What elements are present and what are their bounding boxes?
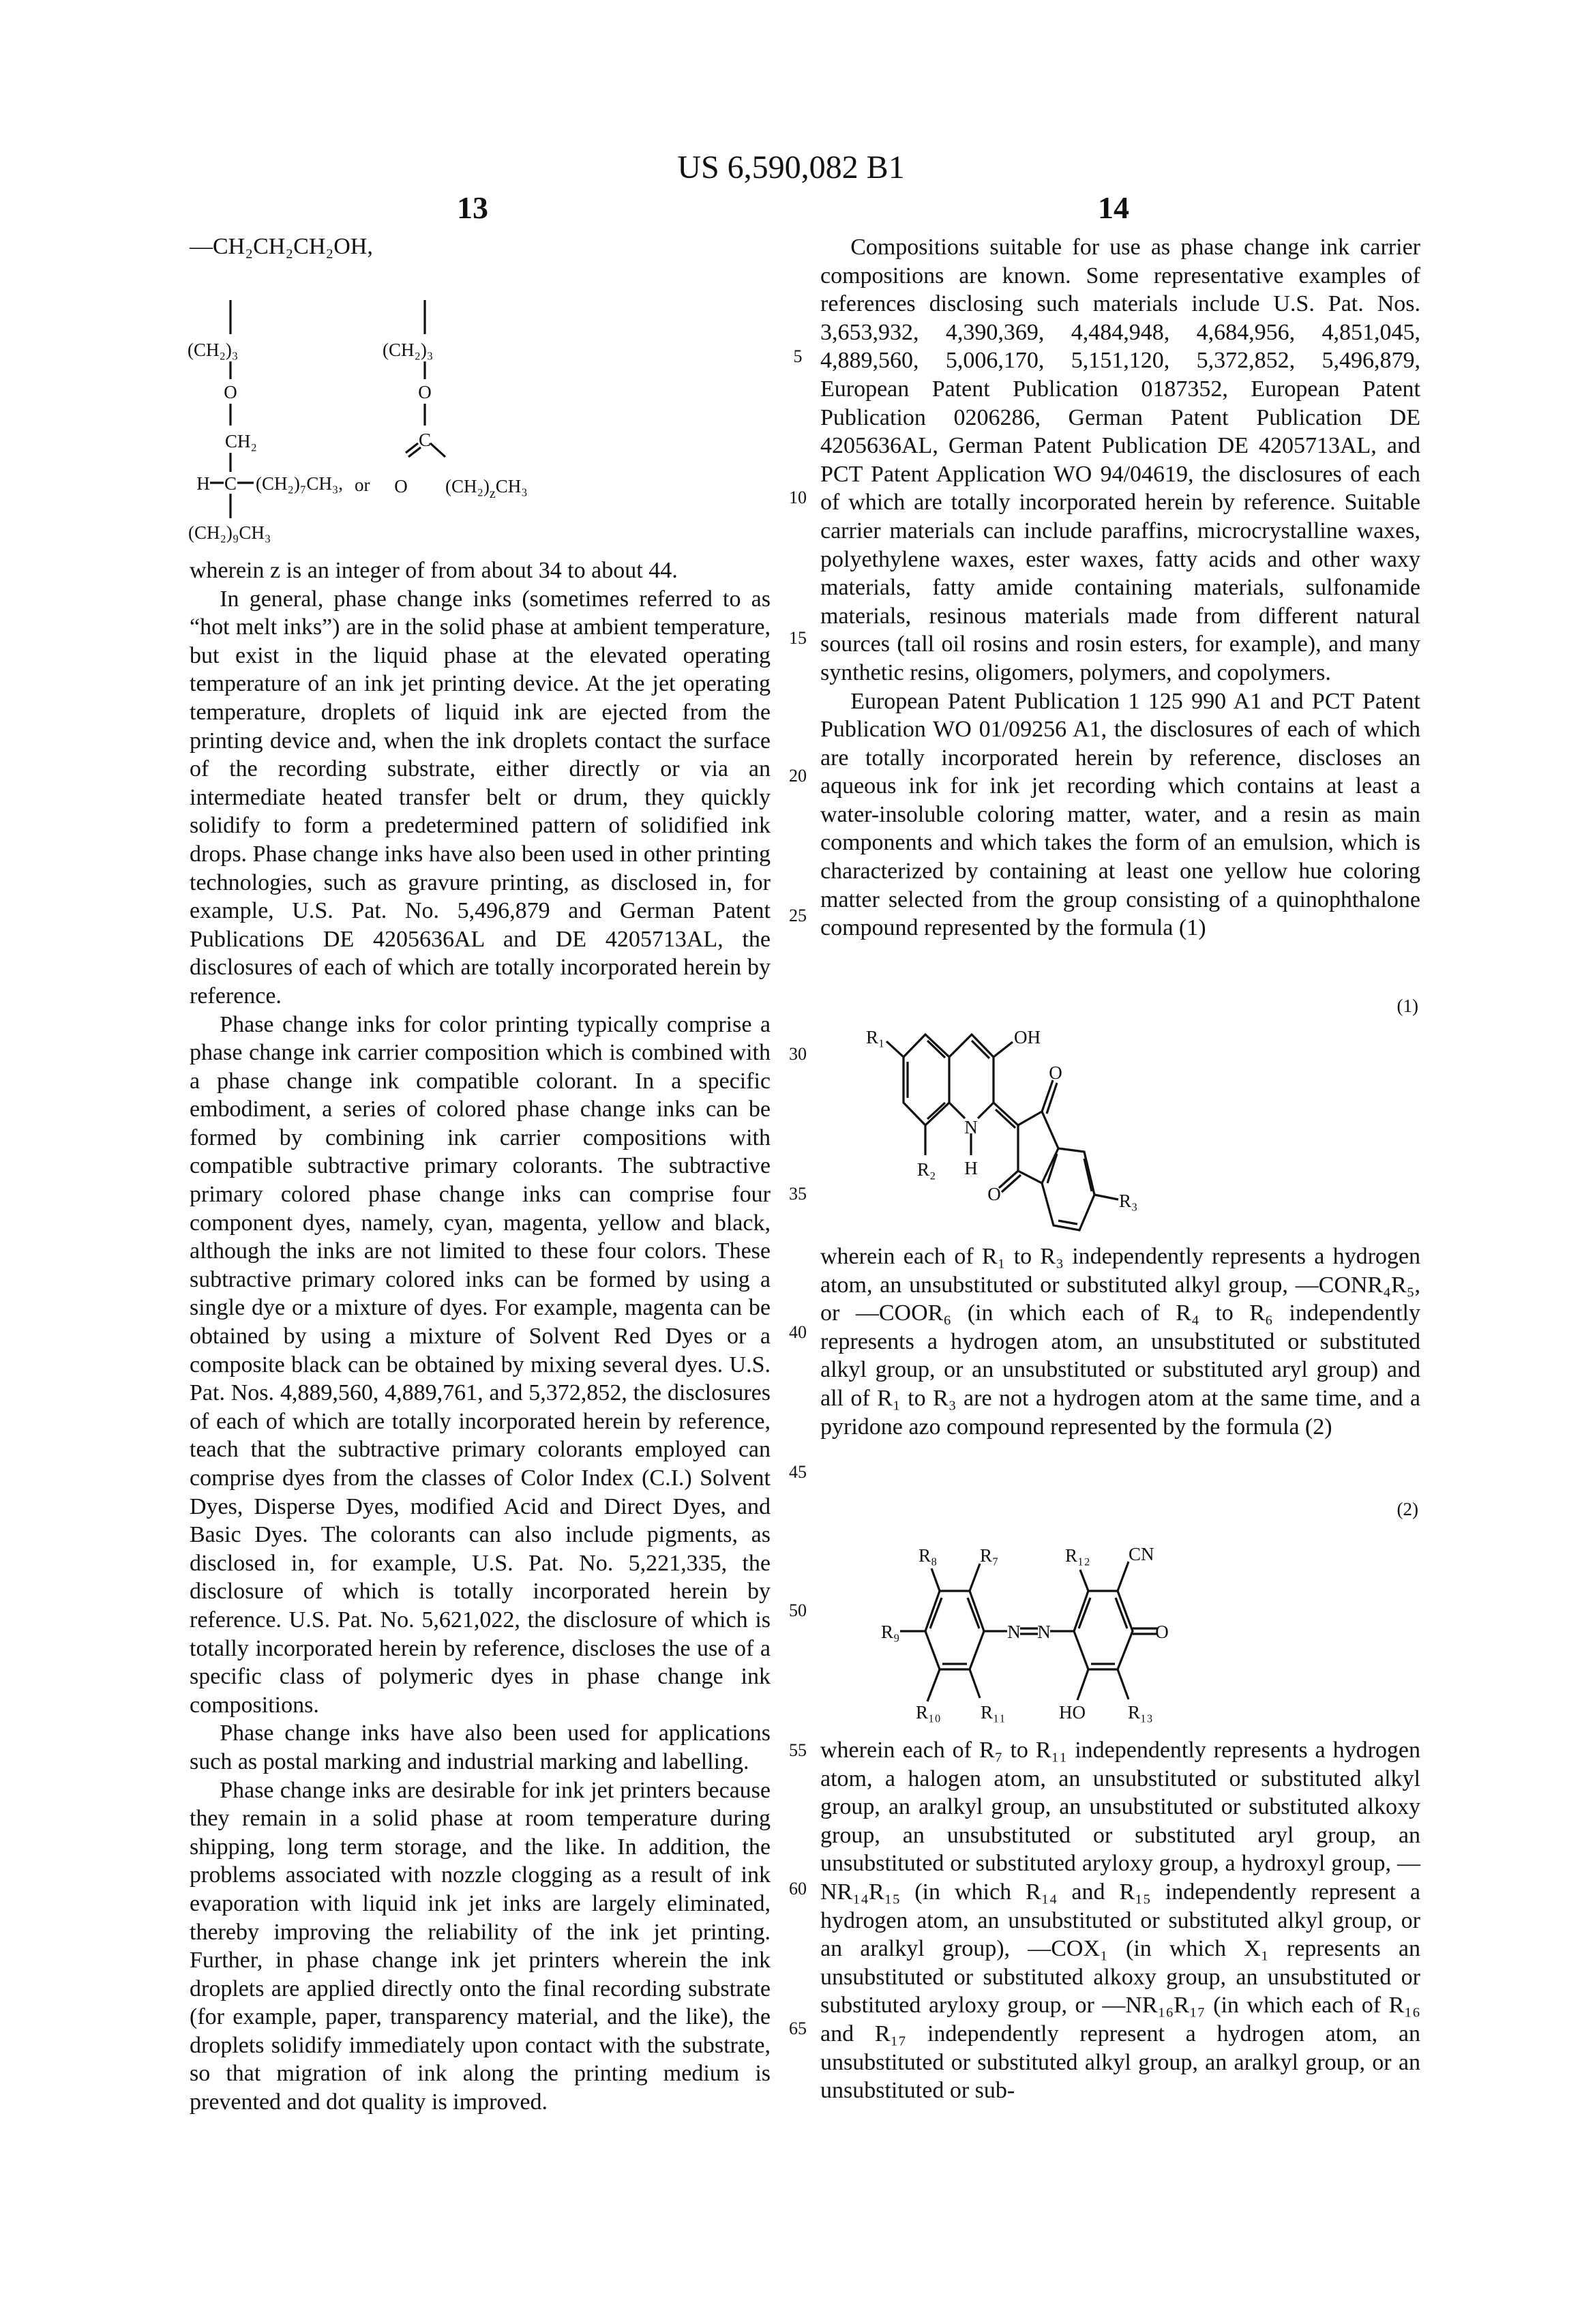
line-number: 60 xyxy=(784,1879,811,1899)
ester-side-chain xyxy=(383,300,528,501)
label-o-bottom: O xyxy=(987,1184,1001,1204)
label-n: N xyxy=(964,1117,978,1137)
label-ch2: CH₂ xyxy=(225,431,257,451)
label-r3: R₃ xyxy=(1119,1191,1137,1211)
label-ch2-9-ch3: (CH₂)₉CH₃ xyxy=(188,522,271,543)
label-o: O xyxy=(224,382,237,402)
label-r2: R₂ xyxy=(917,1159,936,1180)
right-column-para-4 xyxy=(820,1736,1420,2105)
line-number: 55 xyxy=(784,1740,811,1761)
label-ch2-3: (CH₂)₃ xyxy=(188,340,238,360)
label-o-right: O xyxy=(418,382,432,402)
label-r13: R₁₃ xyxy=(1128,1702,1153,1723)
label-h-nh: H xyxy=(964,1158,978,1178)
label-n2: N xyxy=(1037,1622,1051,1642)
column-number-left: 13 xyxy=(457,190,488,226)
side-chain-structures xyxy=(188,234,528,543)
line-number: 65 xyxy=(784,2018,811,2039)
label-o: O xyxy=(1155,1622,1169,1642)
label-ch2-3-right: (CH₂)₃ xyxy=(383,340,433,360)
label-or: or xyxy=(355,475,370,495)
label-h: H xyxy=(196,473,210,494)
patent-page xyxy=(0,0,1582,2324)
right-column-para-1-2 xyxy=(820,233,1420,942)
label-r9: R₉ xyxy=(881,1622,899,1642)
formula-1-number: (1) xyxy=(1397,996,1418,1016)
paragraph: wherein z is an integer of from about 34 to about 44. xyxy=(190,556,771,585)
formula-1-quinophthalone xyxy=(866,996,1418,1230)
label-r8: R₈ xyxy=(919,1545,937,1566)
label-r11: R₁₁ xyxy=(981,1702,1006,1723)
paragraph: Phase change inks have also been used for applications such as postal marking and industrial marking and labelling. xyxy=(190,1719,771,1776)
line-number: 20 xyxy=(784,766,811,786)
formula-2-number: (2) xyxy=(1397,1499,1418,1519)
label-carbonyl-o: O xyxy=(394,476,408,496)
line-number: 35 xyxy=(784,1184,811,1204)
paragraph: Phase change inks for color printing typically comprise a phase change ink carrier composition which is combined with a phase change ink compatible colorant. In a specific embodiment, a series of colored phase change inks can be formed by combining ink carrier compositions with compatible subtractive primary colorants. The subtractive primary colored phase change inks can comprise four component dyes, namely, cyan, magenta, yellow and black, although the inks are not limited to these four colors. These subtractive primary colored inks can be formed by using a single dye or a mixture of dyes. For example, magenta can be obtained by using a mixture of Solvent Red Dyes or a composite black can be obtained by mixing several dyes. U.S. Pat. Nos. 4,889,560, 4,889,761, and 5,372,852, the disclosures of each of which are totally incorporated herein by reference, teach that the subtractive primary colorants employed can comprise dyes from the classes of Color Index (C.I.) Solvent Dyes, Disperse Dyes, modified Acid and Direct Dyes, and Basic Dyes. The colorants can also include pigments, as disclosed in, for example, U.S. Pat. No. 5,221,335, the disclosure of which is totally incorporated herein by reference. U.S. Pat. No. 5,621,022, the disclosure of which is totally incorporated herein by reference, discloses the use of a specific class of polymeric dyes in phase change ink compositions. xyxy=(190,1011,771,1720)
line-number: 50 xyxy=(784,1600,811,1621)
column-number-right: 14 xyxy=(1098,190,1129,226)
label-oh: OH xyxy=(1014,1027,1041,1047)
patent-number: US 6,590,082 B1 xyxy=(0,149,1582,186)
formula-2-pyridone-azo xyxy=(881,1499,1418,1723)
left-column-text xyxy=(190,556,771,2117)
paragraph: wherein each of R₇ to R₁₁ independently represents a hydrogen atom, a halogen atom, an unsubstituted or substituted alkyl group, an aralkyl group, an unsubstituted or substituted alkoxy group, an unsubstituted or substituted aryl group, an unsubstituted or substituted aryloxy group, a hydroxyl group, —NR₁₄R₁₅ (in which R₁₄ and R₁₅ independently represent a hydrogen atom, an unsubstituted or substituted alkyl group, or an aralkyl group), —COX₁ (in which X₁ represents an unsubstituted or substituted alkoxy group, an unsubstituted or substituted aryloxy group, or —NR₁₆R₁₇ (in which each of R₁₆ and R₁₇ independently represent a hydrogen atom, an unsubstituted or substituted alkyl group, an aralkyl group, or an unsubstituted or sub- xyxy=(820,1736,1420,2105)
label-n1: N xyxy=(1007,1622,1021,1642)
label-cn: CN xyxy=(1129,1544,1154,1564)
line-number: 15 xyxy=(784,628,811,649)
label-r1: R₁ xyxy=(866,1027,884,1047)
line-number: 45 xyxy=(784,1462,811,1483)
label-o-top: O xyxy=(1049,1062,1062,1083)
label-r12: R₁₂ xyxy=(1065,1545,1090,1566)
label-c-right: C xyxy=(419,430,431,450)
line-number: 5 xyxy=(784,346,811,367)
formula-propanol: —CH₂CH₂CH₂OH, xyxy=(189,234,373,259)
label-ho: HO xyxy=(1059,1702,1086,1723)
label-r10: R₁₀ xyxy=(916,1702,941,1723)
line-number: 25 xyxy=(784,906,811,926)
label-ch2-z-ch3: (CH₂)zCH₃ xyxy=(445,476,528,501)
label-ch2-7-ch3: (CH₂)₇CH₃, xyxy=(256,473,343,494)
paragraph: In general, phase change inks (sometimes referred to as “hot melt inks”) are in the solid phase at ambient temperature, but exist in the liquid phase at the elevated operating temperature of an ink jet printing device. At the jet operating temperature, droplets of liquid ink are ejected from the printing device and, when the ink droplets contact the surface of the recording substrate, either directly or via an intermediate heated transfer belt or drum, they quickly solidify to form a predetermined pattern of solidified ink drops. Phase change inks have also been used in other printing technologies, such as gravure printing, as disclosed in, for example, U.S. Pat. No. 5,496,879 and German Patent Publications DE 4205636AL and DE 4205713AL, the disclosures of each of which are totally incorporated herein by reference. xyxy=(190,585,771,1011)
line-number: 30 xyxy=(784,1044,811,1064)
right-column-para-3 xyxy=(820,1242,1420,1441)
label-r7: R₇ xyxy=(980,1545,998,1566)
paragraph: wherein each of R₁ to R₃ independently represents a hydrogen atom, an unsubstituted or substituted alkyl group, —CONR₄R₅, or —COOR₆ (in which each of R₄ to R₆ independently represents a hydrogen atom, an unsubstituted or substituted alkyl group, or an unsubstituted or substituted aryl group) and all of R₁ to R₃ are not a hydrogen atom at the same time, and a pyridone azo compound represented by the formula (2) xyxy=(820,1242,1420,1441)
label-c: C xyxy=(224,473,237,494)
paragraph: Phase change inks are desirable for ink jet printers because they remain in a solid phase at room temperature during shipping, long term storage, and the like. In addition, the problems associated with nozzle clogging as a result of ink evaporation with liquid ink jet inks are largely eliminated, thereby improving the reliability of the ink jet printing. Further, in phase change ink jet printers wherein the ink droplets are applied directly onto the final recording substrate (for example, paper, transparency material, and the like), the droplets solidify immediately upon contact with the substrate, so that migration of ink along the printing medium is prevented and dot quality is improved. xyxy=(190,1776,771,2117)
paragraph: Compositions suitable for use as phase change ink carrier compositions are known. Some representative examples of references disclosing such materials include U.S. Pat. Nos. 3,653,932, 4,390,369, 4,484,948, 4,684,956, 4,851,045, 4,889,560, 5,006,170, 5,151,120, 5,372,852, 5,496,879, European Patent Publication 0187352, European Patent Publication 0206286, German Patent Publication DE 4205636AL, German Patent Publication DE 4205713AL, and PCT Patent Application WO 94/04619, the disclosures of each of which are totally incorporated herein by reference. Suitable carrier materials can include paraffins, microcrystalline waxes, polyethylene waxes, ester waxes, fatty acids and other waxy materials, fatty amide containing materials, sulfonamide materials, resinous materials made from different natural sources (tall oil rosins and rosin esters, for example), and many synthetic resins, oligomers, polymers, and copolymers. xyxy=(820,233,1420,687)
line-number: 10 xyxy=(784,488,811,508)
line-number: 40 xyxy=(784,1322,811,1343)
paragraph: European Patent Publication 1 125 990 A1 and PCT Patent Publication WO 01/09256 A1, the disclosures of each of which are totally incorporated herein by reference, discloses an aqueous ink for ink jet recording which contains at least a water-insoluble coloring matter, water, and a resin as main components and which takes the form of an emulsion, which is characterized by containing at least one yellow hue coloring matter selected from the group consisting of a quinophthalone compound represented by the formula (1) xyxy=(820,687,1420,942)
